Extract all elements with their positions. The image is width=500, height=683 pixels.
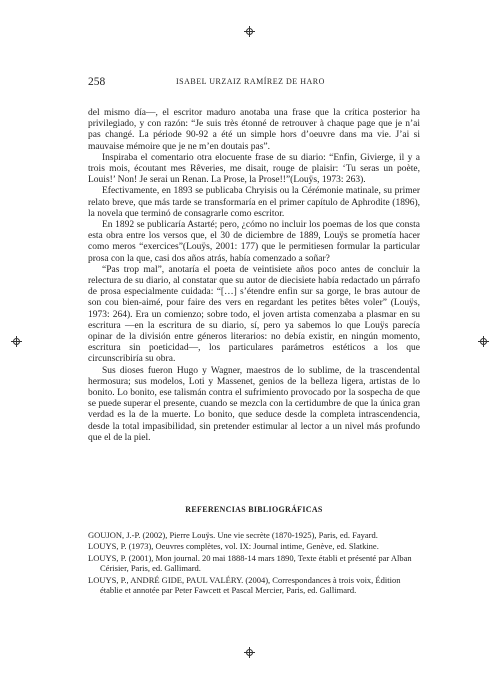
reference-entry: LOUYS, P. (1973), Oeuvres complètes, vol. IX: Journal intime, Genève, ed. Slatkine.: [88, 541, 379, 552]
registration-mark-bottom: [244, 647, 255, 658]
reference-entry: LOUYS, P. (2001), Mon journal. 20 mai 1888-14 mars 1890, Texte établi et présenté par Alban Cérisier, Paris, ed. Gallimard.: [88, 552, 412, 574]
paragraph: En 1892 se publicaría Astarté; pero, ¿cómo no incluir los poemas de los que consta esta obra entre los versos que, el 30 de diciembre de 1889, Louÿs se prometía hacer como meros “exercices”(Louÿs, 2001: 177) que le permitiesen formular la particular prosa con la que, casi dos años atrás, había comenzado a soñar?: [88, 220, 420, 264]
references-list: [88, 530, 420, 596]
paragraph: del mismo día—, el escritor maduro anotaba una frase que la crítica posterior ha privilegiado, y con razón: “Je suis très étonné de retrouver à chaque page que je n’ai pas changé. La période 90-92 a été un simple hors d’oeuvre dans ma vie. J’ai si mauvaise mémoire que je ne m’en doutais pas”.: [88, 108, 420, 152]
paragraph: Sus dioses fueron Hugo y Wagner, maestros de lo sublime, de la trascendental hermosura; sus modelos, Loti y Massenet, genios de la belleza ligera, artistas de lo bonito. Lo bonito, ese talismán contra el sufrimiento provocado por la sospecha de que se puede superar el presente, cuando se mezcla con la certidumbre de que la única gran verdad es la de la muerte. Lo bonito, que seduce desde la completa intrascendencia, desde la total impasibilidad, sin pretender estimular al lector a un nivel más profundo que el de la piel.: [88, 365, 420, 443]
references-heading: REFERENCIAS BIBLIOGRÁFICAS: [185, 505, 323, 514]
page-header: [88, 76, 418, 90]
registration-mark-left: [11, 336, 22, 347]
reference-entry: LOUYS, P., ANDRÉ GIDE, PAUL VALÉRY. (2004), Correspondances à trois voix, Édition établie et annotée par Peter Fawcett et Pascal Mercier, Paris, ed. Gallimard.: [88, 574, 401, 596]
reference-entry: GOUJON, J.-P. (2002), Pierre Louÿs. Une vie secrète (1870-1925), Paris, ed. Fayard.: [88, 530, 378, 540]
registration-mark-right: [478, 336, 489, 347]
paragraph: “Pas trop mal”, anotaría el poeta de veintisiete años poco antes de concluir la relectura de su diario, al constatar que su autor de diecisiete había redactado un párrafo de prosa especialmente cuidada: “[…] s’étendre enfin sur sa gorge, le bras autour de son cou bien-aimé, pour faire des vers en regardant les petites bêtes voler” (Louÿs, 1973: 264). Era un comienzo; sobre todo, el joven artista comenzaba a plasmar en su escritura —en la escritura de su diario, sí, pero ya sabemos lo que Louÿs parecía opinar de la división entre géneros literarios: no debía existir, en ningún momento, escritura sin poeticidad—, los particulares parámetros estéticos a los que circunscribiría su obra.: [88, 264, 420, 365]
paragraph: Inspiraba el comentario otra elocuente frase de su diario: “Enfin, Givierge, il y a trois mois, écoutant mes Rêveries, me disait, rouge de plaisir: ‘Tu seras un poète, Louis!’ Non! Je serai un Renan. La Prose, la Prose!!”(Louÿs, 1973: 263).: [88, 152, 420, 186]
page-number: 258: [88, 76, 106, 88]
body-text: [88, 108, 420, 444]
paragraph: Efectivamente, en 1893 se publicaba Chryisis ou la Cérémonie matinale, su primer relato breve, que más tarde se transformaría en el primer capítulo de Aphrodite (1896), la novela que terminó de consagrarle como escritor.: [88, 186, 420, 219]
registration-mark-top: [244, 26, 255, 37]
running-head: ISABEL URZAIZ RAMÍREZ DE HARO: [176, 77, 325, 86]
